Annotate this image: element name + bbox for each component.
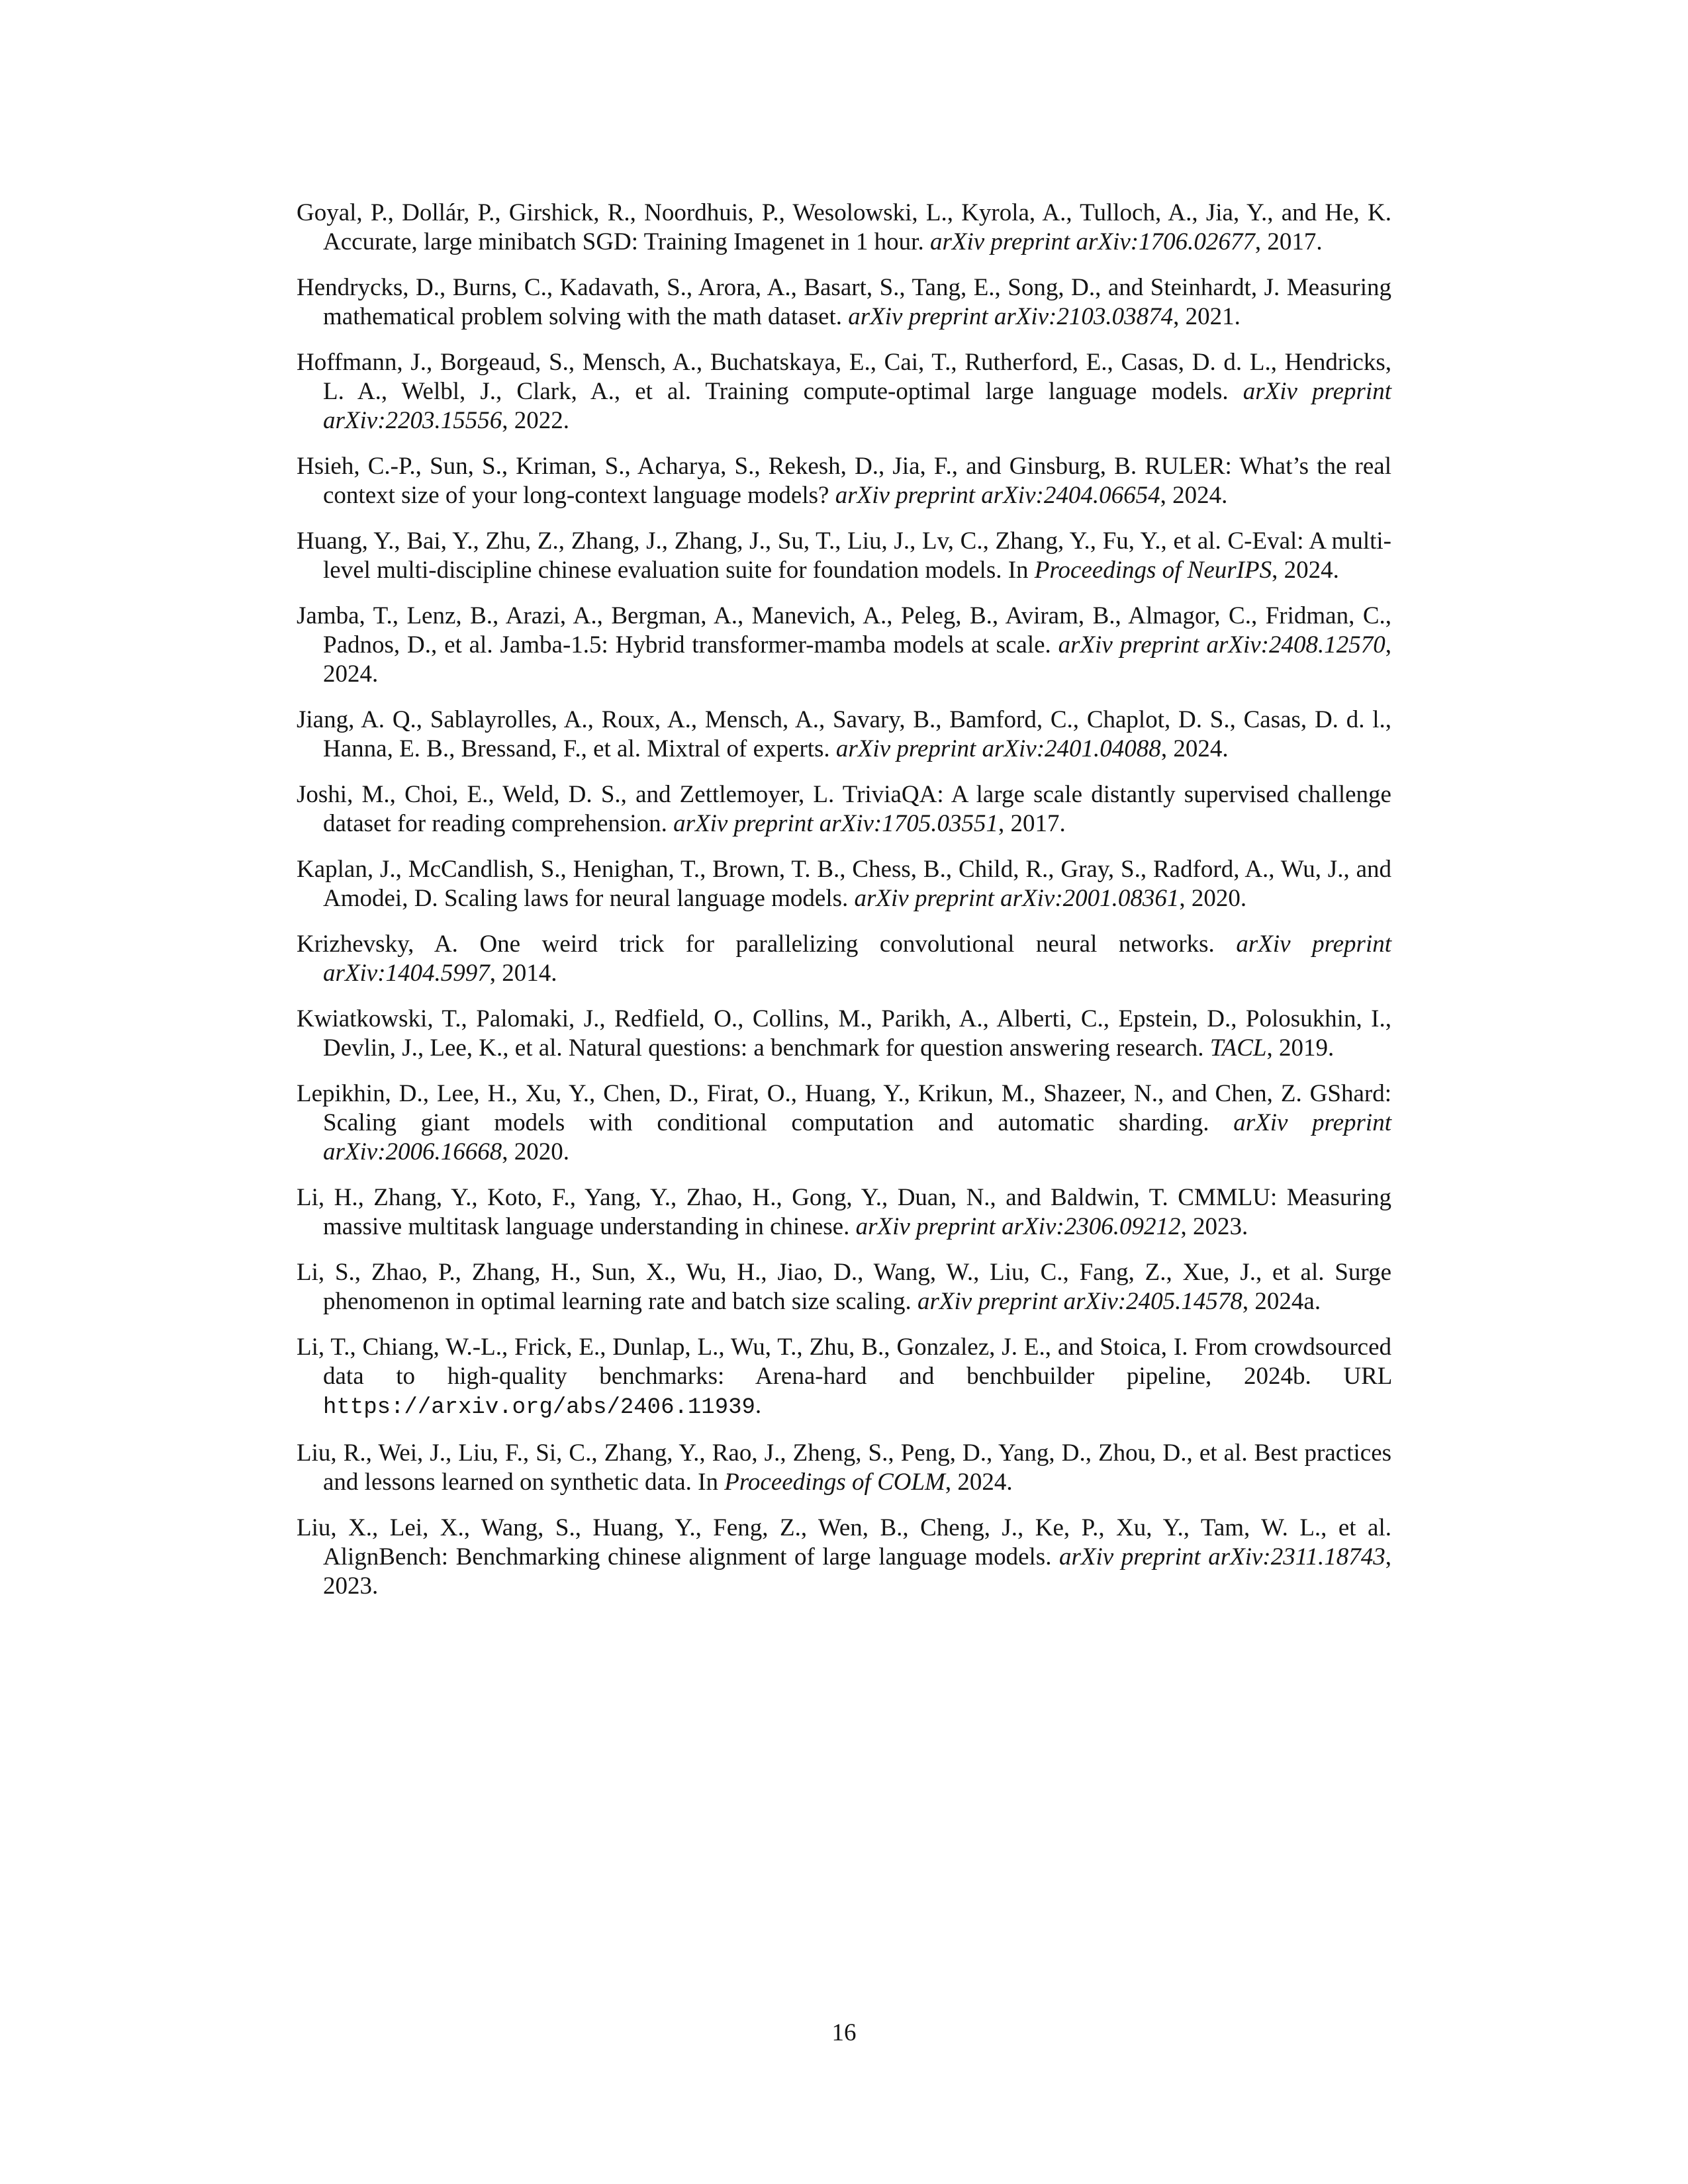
reference-venue: arXiv preprint arXiv:2103.03874	[848, 303, 1174, 330]
reference-authors: Lepikhin, D., Lee, H., Xu, Y., Chen, D., Firat, O., Huang, Y., Krikun, M., Shazeer, N., and Chen, Z.	[297, 1080, 1302, 1107]
reference-entry	[297, 348, 1391, 435]
reference-title: C-Eval: A multi-level multi-discipline chinese evaluation suite for foundation models. In	[323, 527, 1392, 584]
reference-authors: Krizhevsky, A.	[297, 931, 458, 958]
reference-authors: Kaplan, J., McCandlish, S., Henighan, T., Brown, T. B., Chess, B., Child, R., Gray, S., Radford, A., Wu, J., and Amodei, D.	[297, 856, 1391, 912]
reference-entry	[297, 1333, 1391, 1422]
reference-venue: arXiv preprint arXiv:1705.03551	[673, 810, 999, 837]
reference-authors: Jamba, T., Lenz, B., Arazi, A., Bergman, A., Manevich, A., Peleg, B., Aviram, B., Almagor, C., Fridman, C., Padnos, D., et al.	[297, 602, 1391, 659]
reference-entry	[297, 273, 1391, 332]
reference-entry	[297, 1079, 1391, 1167]
reference-year: .	[755, 1392, 762, 1419]
reference-year: , 2024.	[945, 1469, 1013, 1496]
reference-entry	[297, 199, 1391, 257]
reference-title: From crowdsourced data to high-quality benchmarks: Arena-hard and benchbuilder pipeline, 2024b. URL	[323, 1334, 1391, 1390]
reference-title: Measuring mathematical problem solving with the math dataset.	[323, 274, 1391, 330]
reference-entry	[297, 1183, 1391, 1242]
reference-venue: arXiv preprint arXiv:2311.18743	[1059, 1543, 1385, 1570]
reference-authors: Liu, X., Lei, X., Wang, S., Huang, Y., Feng, Z., Wen, B., Cheng, J., Ke, P., Xu, Y., Tam, W. L., et al.	[297, 1514, 1391, 1541]
reference-venue: arXiv preprint arXiv:2401.04088	[835, 735, 1161, 762]
reference-entry	[297, 930, 1391, 988]
reference-authors: Li, H., Zhang, Y., Koto, F., Yang, Y., Zhao, H., Gong, Y., Duan, N., and Baldwin, T.	[297, 1184, 1168, 1211]
reference-year: , 2014.	[489, 960, 557, 987]
reference-entry	[297, 780, 1391, 839]
reference-url-link[interactable]: https://arxiv.org/abs/2406.11939	[323, 1395, 755, 1420]
reference-authors: Kwiatkowski, T., Palomaki, J., Redfield, O., Collins, M., Parikh, A., Alberti, C., Epstein, D., Polosukhin, I., Devlin, J., Lee, K., et al.	[297, 1005, 1391, 1062]
reference-venue: Proceedings of NeurIPS	[1034, 557, 1272, 584]
reference-authors: Li, S., Zhao, P., Zhang, H., Sun, X., Wu, H., Jiao, D., Wang, W., Liu, C., Fang, Z., Xue, J., et al.	[297, 1259, 1325, 1286]
reference-authors: Hoffmann, J., Borgeaud, S., Mensch, A., Buchatskaya, E., Cai, T., Rutherford, E., Casas, D. d. L., Hendricks, L. A., Welbl, J., Clark, A., et al.	[297, 349, 1391, 405]
reference-venue: TACL	[1209, 1034, 1267, 1062]
reference-title: Jamba-1.5: Hybrid transformer-mamba models at scale.	[500, 631, 1051, 659]
reference-year: , 2024.	[1160, 482, 1228, 509]
reference-authors: Jiang, A. Q., Sablayrolles, A., Roux, A., Mensch, A., Savary, B., Bamford, C., Chaplot, D. S., Casas, D. d. l., Hanna, E. B., Bressand, F., et al.	[297, 706, 1391, 762]
reference-year: , 2017.	[998, 810, 1066, 837]
reference-year: , 2017.	[1254, 228, 1323, 255]
reference-year: , 2023.	[1180, 1213, 1248, 1240]
reference-year: , 2023.	[323, 1543, 1392, 1600]
reference-list	[297, 199, 1391, 1617]
reference-title: One weird trick for parallelizing convolutional neural networks.	[479, 931, 1215, 958]
reference-venue: arXiv preprint arXiv:2006.16668	[323, 1109, 1391, 1165]
reference-entry	[297, 1514, 1391, 1601]
reference-entry	[297, 1005, 1391, 1063]
reference-entry	[297, 602, 1391, 689]
reference-authors: Joshi, M., Choi, E., Weld, D. S., and Zettlemoyer, L.	[297, 781, 835, 808]
reference-year: , 2021.	[1173, 303, 1241, 330]
reference-authors: Liu, R., Wei, J., Liu, F., Si, C., Zhang, Y., Rao, J., Zheng, S., Peng, D., Yang, D., Zhou, D., et al.	[297, 1439, 1248, 1467]
reference-authors: Goyal, P., Dollár, P., Girshick, R., Noordhuis, P., Wesolowski, L., Kyrola, A., Tulloch, A., Jia, Y., and He, K.	[297, 199, 1391, 226]
reference-authors: Li, T., Chiang, W.-L., Frick, E., Dunlap, L., Wu, T., Zhu, B., Gonzalez, J. E., and Stoica, I.	[297, 1334, 1188, 1361]
page-number: 16	[831, 2019, 857, 2046]
reference-title: TriviaQA: A large scale distantly supervised challenge dataset for reading comprehension.	[323, 781, 1391, 837]
reference-entry	[297, 1258, 1391, 1316]
reference-year: , 2020.	[1179, 885, 1247, 912]
reference-title: RULER: What’s the real context size of your long-context language models?	[323, 453, 1391, 509]
reference-year: , 2022.	[502, 407, 570, 434]
reference-venue: Proceedings of COLM	[724, 1469, 945, 1496]
reference-year: , 2020.	[502, 1138, 570, 1165]
reference-entry	[297, 1439, 1391, 1497]
reference-title: Surge phenomenon in optimal learning rate and batch size scaling.	[323, 1259, 1391, 1315]
reference-authors: Huang, Y., Bai, Y., Zhu, Z., Zhang, J., Zhang, J., Su, T., Liu, J., Lv, C., Zhang, Y., Fu, Y., et al.	[297, 527, 1221, 555]
reference-entry	[297, 705, 1391, 764]
reference-year: , 2019.	[1266, 1034, 1335, 1062]
reference-year: , 2024.	[1272, 557, 1339, 584]
reference-year: , 2024a.	[1242, 1288, 1321, 1315]
reference-venue: arXiv preprint arXiv:2404.06654	[835, 482, 1160, 509]
reference-title: Best practices and lessons learned on synthetic data. In	[323, 1439, 1392, 1496]
reference-entry	[297, 527, 1391, 585]
reference-venue: arXiv preprint arXiv:2306.09212	[855, 1213, 1181, 1240]
reference-venue: arXiv preprint arXiv:2001.08361	[854, 885, 1180, 912]
reference-authors: Hsieh, C.-P., Sun, S., Kriman, S., Acharya, S., Rekesh, D., Jia, F., and Ginsburg, B.	[297, 453, 1137, 480]
reference-authors: Hendrycks, D., Burns, C., Kadavath, S., Arora, A., Basart, S., Tang, E., Song, D., and Steinhardt, J.	[297, 274, 1280, 301]
reference-title: GShard: Scaling giant models with conditional computation and automatic sharding.	[323, 1080, 1391, 1136]
reference-title: Scaling laws for neural language models.	[444, 885, 849, 912]
reference-entry	[297, 452, 1391, 510]
reference-title: Training compute-optimal large language models.	[705, 378, 1229, 405]
reference-title: Mixtral of experts.	[647, 735, 830, 762]
reference-entry	[297, 855, 1391, 913]
reference-year: , 2024.	[323, 631, 1391, 688]
reference-title: AlignBench: Benchmarking chinese alignment of large language models.	[323, 1543, 1052, 1570]
reference-year: , 2024.	[1160, 735, 1229, 762]
reference-venue: arXiv preprint arXiv:2203.15556	[323, 378, 1391, 434]
reference-venue: arXiv preprint arXiv:2408.12570	[1058, 631, 1385, 659]
reference-title: CMMLU: Measuring massive multitask language understanding in chinese.	[323, 1184, 1392, 1240]
reference-title: Accurate, large minibatch SGD: Training Imagenet in 1 hour.	[323, 228, 924, 255]
reference-venue: arXiv preprint arXiv:1404.5997	[323, 931, 1392, 987]
reference-title: Natural questions: a benchmark for question answering research.	[568, 1034, 1204, 1062]
reference-venue: arXiv preprint arXiv:2405.14578	[917, 1288, 1243, 1315]
reference-venue: arXiv preprint arXiv:1706.02677	[929, 228, 1255, 255]
